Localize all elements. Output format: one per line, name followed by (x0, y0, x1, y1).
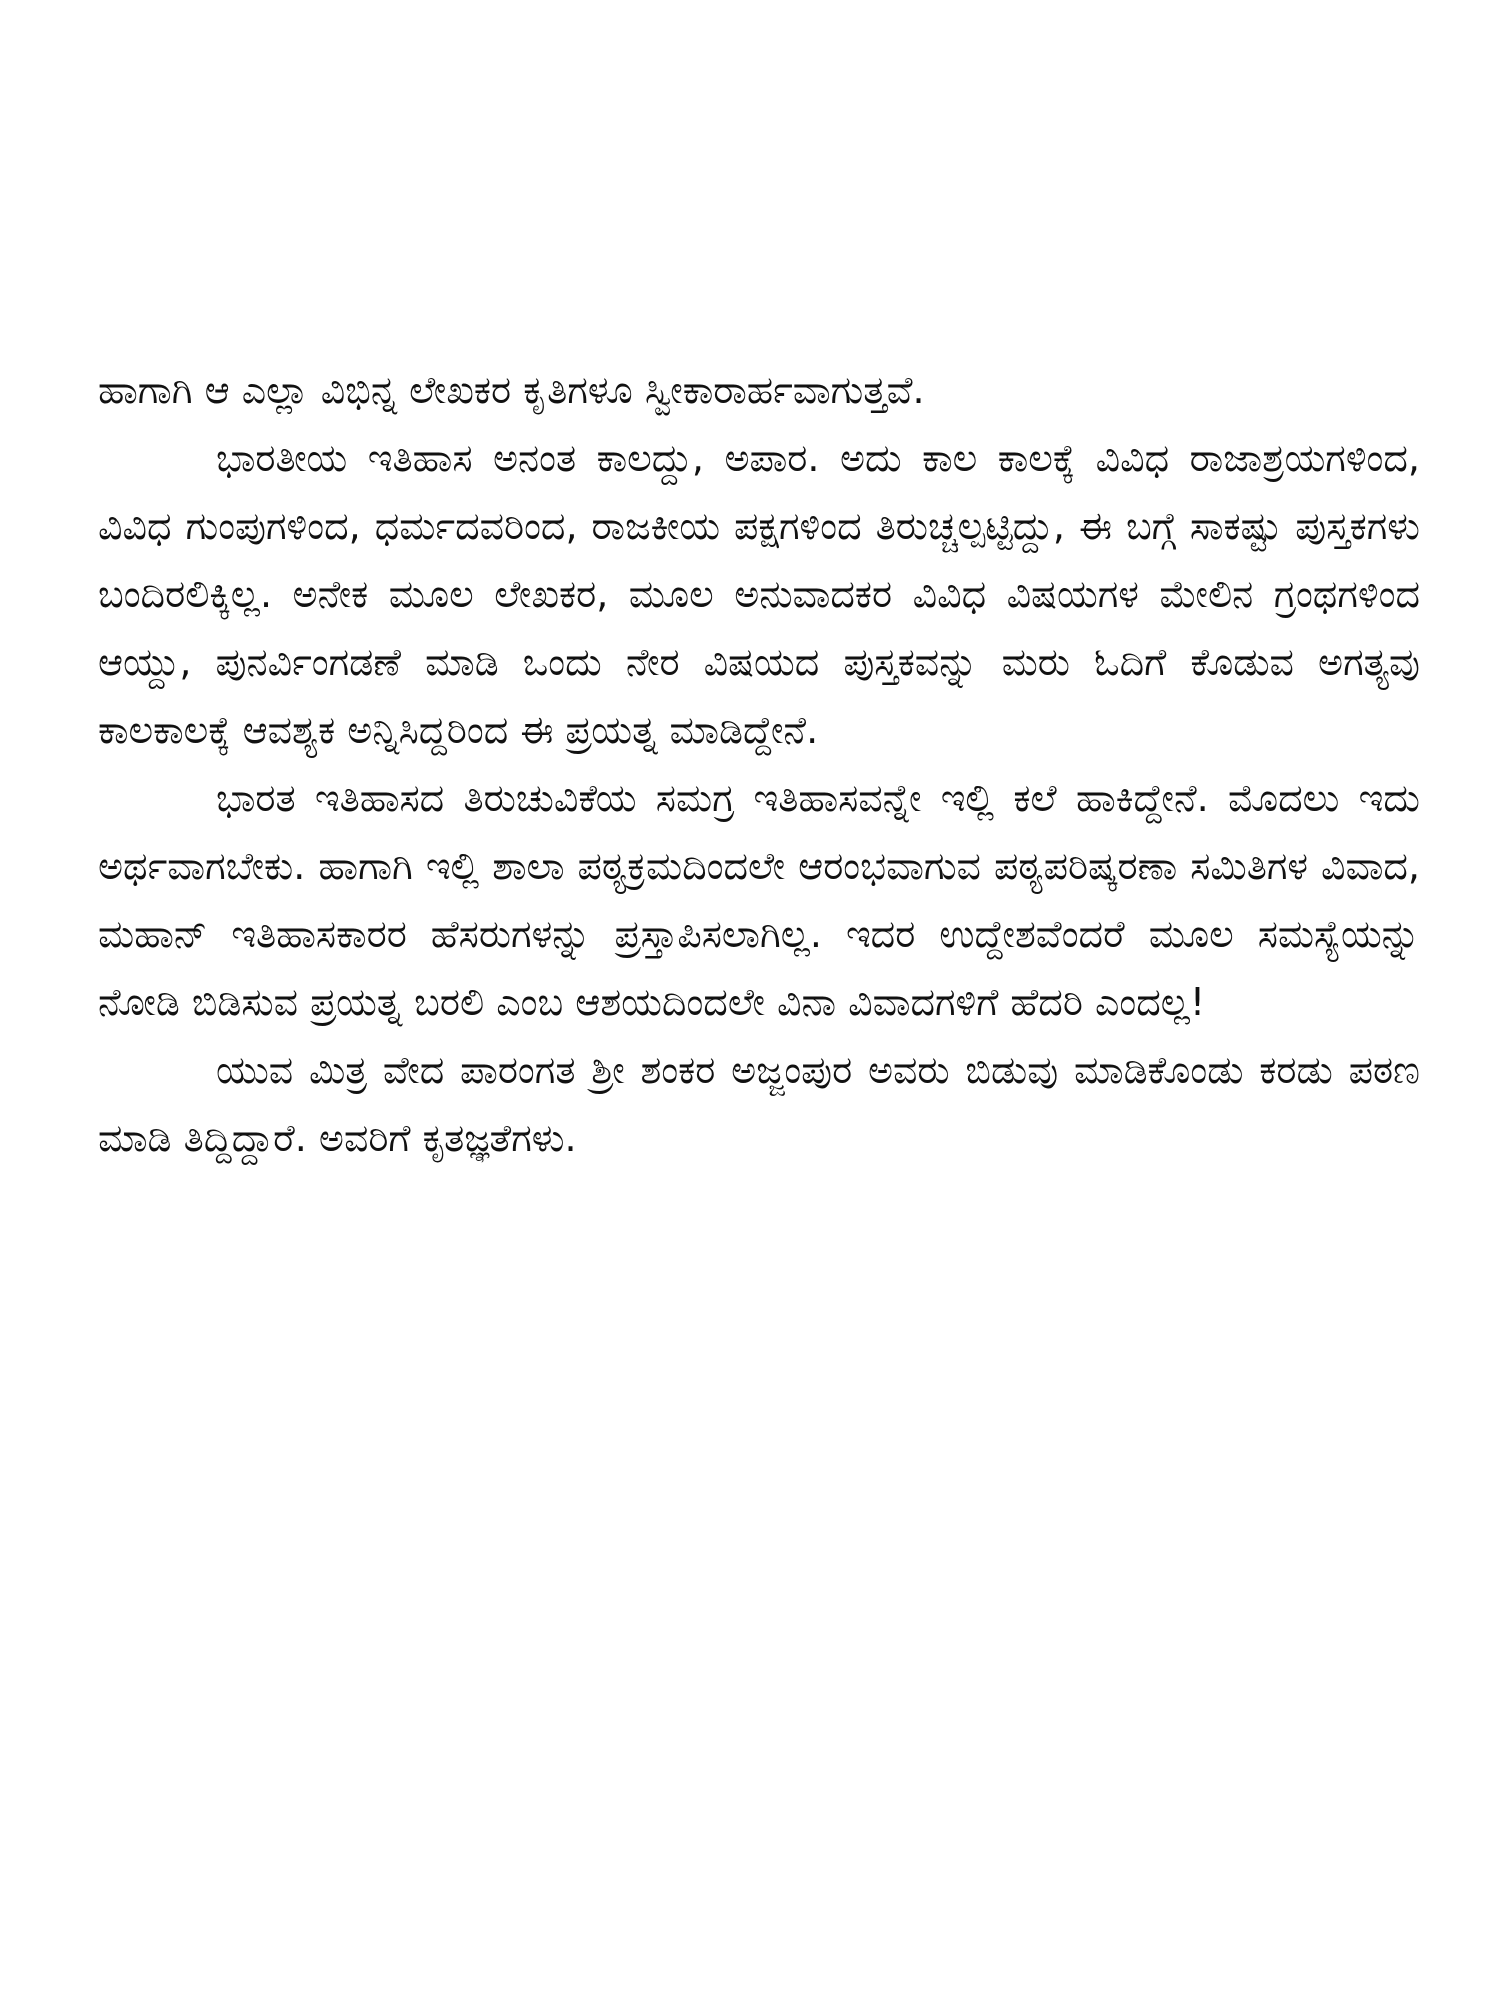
paragraph-4: ಯುವ ಮಿತ್ರ ವೇದ ಪಾರಂಗತ ಶ್ರೀ ಶಂಕರ ಅಜ್ಜಂಪುರ ಅವರು ಬಿಡುವು ಮಾಡಿಕೊಂಡು ಕರಡು ಪಠಣ ಮಾಡಿ ತಿದ್ದಿದ್ದಾರೆ. ಅವರಿಗೆ ಕೃತಜ್ಞತೆಗಳು. (98, 1048, 1420, 1160)
document-body (98, 356, 1420, 1172)
paragraph-1: ಹಾಗಾಗಿ ಆ ಎಲ್ಲಾ ವಿಭಿನ್ನ ಲೇಖಕರ ಕೃತಿಗಳೂ ಸ್ವೀಕಾರಾರ್ಹವಾಗುತ್ತವೆ. (98, 368, 925, 412)
paragraph-3: ಭಾರತ ಇತಿಹಾಸದ ತಿರುಚುವಿಕೆಯ ಸಮಗ್ರ ಇತಿಹಾಸವನ್ನೇ ಇಲ್ಲಿ ಕಲೆ ಹಾಕಿದ್ದೇನೆ. ಮೊದಲು ಇದು ಅರ್ಥವಾಗಬೇಕು. ಹಾಗಾಗಿ ಇಲ್ಲಿ ಶಾಲಾ ಪಠ್ಯಕ್ರಮದಿಂದಲೇ ಆರಂಭವಾಗುವ ಪಠ್ಯಪರಿಷ್ಕರಣಾ ಸಮಿತಿಗಳ ವಿವಾದ, ಮಹಾನ್ ಇತಿಹಾಸಕಾರರ ಹೆಸರುಗಳನ್ನು ಪ್ರಸ್ತಾಪಿಸಲಾಗಿಲ್ಲ. ಇದರ ಉದ್ದೇಶವೆಂದರೆ ಮೂಲ ಸಮಸ್ಯೆಯನ್ನು ನೋಡಿ ಬಿಡಿಸುವ ಪ್ರಯತ್ನ ಬರಲಿ ಎಂಬ ಆಶಯದಿಂದಲೇ ವಿನಾ ವಿವಾದಗಳಿಗೆ ಹೆದರಿ ಎಂದಲ್ಲ! (98, 776, 1420, 1024)
paragraph-2: ಭಾರತೀಯ ಇತಿಹಾಸ ಅನಂತ ಕಾಲದ್ದು, ಅಪಾರ. ಅದು ಕಾಲ ಕಾಲಕ್ಕೆ ವಿವಿಧ ರಾಜಾಶ್ರಯಗಳಿಂದ, ವಿವಿಧ ಗುಂಪುಗಳಿಂದ, ಧರ್ಮದವರಿಂದ, ರಾಜಕೀಯ ಪಕ್ಷಗಳಿಂದ ತಿರುಚ್ಚಲ್ಪಟ್ಟಿದ್ದು, ಈ ಬಗ್ಗೆ ಸಾಕಷ್ಟು ಪುಸ್ತಕಗಳು ಬಂದಿರಲಿಕ್ಕಿಲ್ಲ. ಅನೇಕ ಮೂಲ ಲೇಖಕರ, ಮೂಲ ಅನುವಾದಕರ ವಿವಿಧ ವಿಷಯಗಳ ಮೇಲಿನ ಗ್ರಂಥಗಳಿಂದ ಆಯ್ದು, ಪುನರ್ವಿಂಗಡಣೆ ಮಾಡಿ ಒಂದು ನೇರ ವಿಷಯದ ಪುಸ್ತಕವನ್ನು ಮರು ಓದಿಗೆ ಕೊಡುವ ಅಗತ್ಯವು ಕಾಲಕಾಲಕ್ಕೆ ಆವಶ್ಯಕ ಅನ್ನಿಸಿದ್ದರಿಂದ ಈ ಪ್ರಯತ್ನ ಮಾಡಿದ್ದೇನೆ. (98, 436, 1420, 752)
